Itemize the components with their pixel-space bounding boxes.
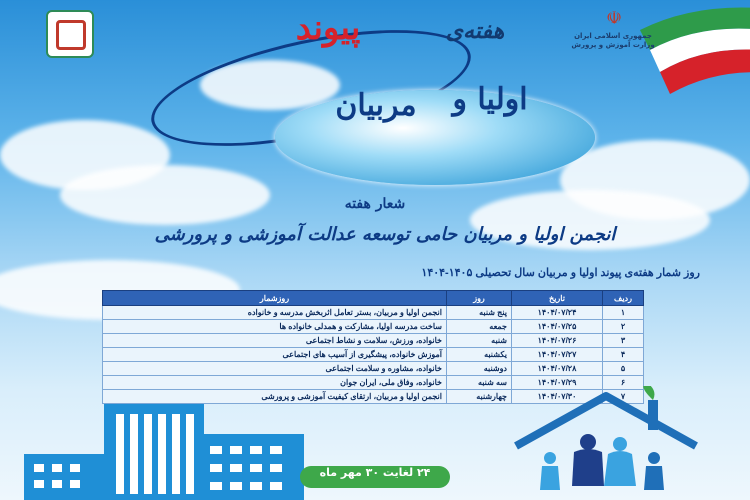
title-week: هفته‌ی bbox=[445, 18, 505, 44]
row-date: ۱۴۰۴/۰۷/۲۹ bbox=[512, 376, 603, 390]
slogan-text: انجمن اولیا و مربیان حامی توسعه عدالت آموزشی و پرورشی bbox=[154, 224, 616, 245]
row-topic: خانواده، مشاوره و سلامت اجتماعی bbox=[103, 362, 447, 376]
row-number: ۷ bbox=[603, 390, 644, 404]
schedule-header-row bbox=[103, 291, 644, 306]
row-topic: انجمن اولیا و مربیان، بستر تعامل اثربخش مدرسه و خانواده bbox=[103, 306, 447, 320]
table-row bbox=[103, 348, 644, 362]
row-day: شنبه bbox=[447, 334, 512, 348]
row-topic: انجمن اولیا و مربیان، ارتقای کیفیت آموزشی و پرورشی bbox=[103, 390, 447, 404]
date-range-badge: ۲۴ لغایت ۳۰ مهر ماه bbox=[300, 466, 450, 488]
row-day: یکشنبه bbox=[447, 348, 512, 362]
title-oliya: اولیا و bbox=[452, 82, 528, 117]
row-day: چهارشنبه bbox=[447, 390, 512, 404]
table-row bbox=[103, 306, 644, 320]
schedule-title: روز شمار هفته‌ی پیوند اولیا و مربیان سال تحصیلی ۱۴۰۵-۱۴۰۴ bbox=[421, 267, 700, 279]
column-header: تاریخ bbox=[512, 291, 603, 306]
row-date: ۱۴۰۴/۰۷/۲۶ bbox=[512, 334, 603, 348]
row-date: ۱۴۰۴/۰۷/۲۷ bbox=[512, 348, 603, 362]
table-row bbox=[103, 320, 644, 334]
ministry-line-1: جمهوری اسلامی ایران bbox=[574, 32, 652, 40]
row-topic: خانواده، وفاق ملی، ایران جوان bbox=[103, 376, 447, 390]
family-house-icon bbox=[508, 386, 704, 500]
row-number: ۱ bbox=[603, 306, 644, 320]
column-header: روزشمار bbox=[103, 291, 447, 306]
row-date: ۱۴۰۴/۰۷/۲۴ bbox=[512, 306, 603, 320]
row-number: ۲ bbox=[603, 320, 644, 334]
column-header: روز bbox=[447, 291, 512, 306]
row-date: ۱۴۰۴/۰۷/۲۸ bbox=[512, 362, 603, 376]
row-date: ۱۴۰۴/۰۷/۲۵ bbox=[512, 320, 603, 334]
row-topic: آموزش خانواده، پیشگیری از آسیب های اجتماعی bbox=[103, 348, 447, 362]
ministry-label bbox=[568, 32, 658, 50]
row-day: جمعه bbox=[447, 320, 512, 334]
row-number: ۶ bbox=[603, 376, 644, 390]
row-day: دوشنبه bbox=[447, 362, 512, 376]
title-peyvand: پیوند bbox=[295, 8, 361, 48]
slogan-heading: شعار هفته bbox=[344, 196, 406, 212]
row-day: سه شنبه bbox=[447, 376, 512, 390]
table-row bbox=[103, 334, 644, 348]
row-number: ۳ bbox=[603, 334, 644, 348]
row-day: پنج شنبه bbox=[447, 306, 512, 320]
table-row bbox=[103, 362, 644, 376]
row-number: ۴ bbox=[603, 348, 644, 362]
cloud bbox=[60, 165, 270, 225]
iran-flag-icon bbox=[630, 0, 750, 120]
school-building-icon bbox=[24, 404, 304, 500]
row-topic: ساخت مدرسه اولیا، مشارکت و همدلی خانواده ها bbox=[103, 320, 447, 334]
row-topic: خانواده، ورزش، سلامت و نشاط اجتماعی bbox=[103, 334, 447, 348]
row-number: ۵ bbox=[603, 362, 644, 376]
ministry-line-2: وزارت آموزش و پرورش bbox=[571, 41, 655, 49]
row-date: ۱۴۰۴/۰۷/۳۰ bbox=[512, 390, 603, 404]
iran-emblem-icon: ☫ bbox=[606, 8, 623, 29]
parents-association-seal-icon bbox=[46, 10, 94, 58]
column-header: ردیف bbox=[603, 291, 644, 306]
title-morabian: مربیان bbox=[335, 88, 417, 123]
